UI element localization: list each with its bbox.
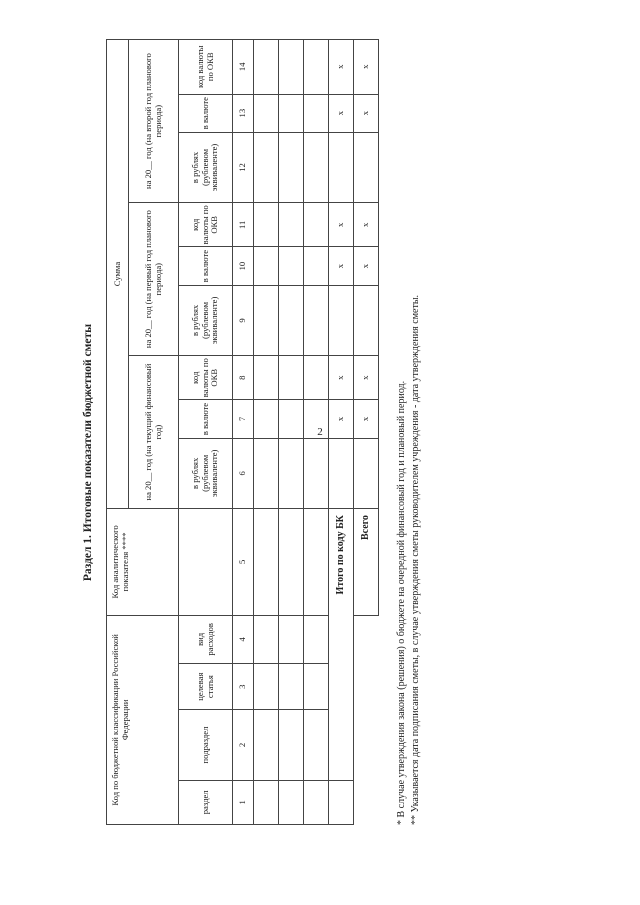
cross-mark: x (329, 400, 354, 438)
cross-mark: x (354, 203, 379, 247)
cross-mark: x (354, 247, 379, 285)
header-okv: код валюты по ОКВ (179, 40, 233, 95)
column-number: 11 (233, 203, 254, 247)
header-summa: Сумма (107, 40, 129, 509)
column-number: 13 (233, 94, 254, 132)
header-celevaya-statya: целевая статья (179, 664, 233, 710)
table-row (279, 40, 304, 825)
header-razdel: раздел (179, 780, 233, 824)
cross-mark: x (354, 356, 379, 400)
page-number: 2 (317, 426, 323, 438)
header-analytic-blank (179, 509, 233, 616)
header-okv: код валюты по ОКВ (179, 203, 233, 247)
header-rub: в рублях (рублевом эквиваленте) (179, 438, 233, 508)
column-number-row (233, 40, 254, 825)
column-number: 8 (233, 356, 254, 400)
header-vid-rashodov: вид расходов (179, 615, 233, 663)
header-podrazdel: подраздел (179, 710, 233, 780)
column-number: 5 (233, 509, 254, 616)
cross-mark: x (329, 203, 354, 247)
itogo-label: Итого по коду БК (329, 509, 354, 781)
column-number: 4 (233, 615, 254, 663)
footnote-1: * В случае утверждения закона (решения) о бюджете на очередной финансовый год и плановый период. (396, 380, 407, 825)
header-year-plan-2: на 20__ год (на второй год планового периода) (129, 40, 179, 203)
header-okv: код валюты по ОКВ (179, 356, 233, 400)
header-val: в валюте (179, 400, 233, 438)
vsego-row (354, 40, 379, 825)
column-number: 10 (233, 247, 254, 285)
table-row (304, 40, 329, 825)
budget-summary-table (106, 39, 379, 825)
footnote-2: ** Указывается дата подписания сметы, в случае утверждения сметы руководителем учреждения - дата утверждения сметы. (410, 294, 421, 825)
cross-mark: x (329, 40, 354, 95)
column-number: 7 (233, 400, 254, 438)
header-rub: в рублях (рублевом эквиваленте) (179, 132, 233, 202)
header-val: в валюте (179, 94, 233, 132)
vsego-label: Всего (354, 509, 379, 616)
itogo-row (329, 40, 354, 825)
table-row (254, 40, 279, 825)
cross-mark: x (354, 94, 379, 132)
column-number: 12 (233, 132, 254, 202)
header-year-current: на 20__ год (на текущий финансовый год) (129, 356, 179, 509)
section-title: Раздел 1. Итоговые показатели бюджетной сметы (82, 323, 94, 582)
cross-mark: x (354, 400, 379, 438)
column-number: 2 (233, 710, 254, 780)
cross-mark: x (329, 247, 354, 285)
header-bk-code: Код по бюджетной классификации Российской Федерации (107, 615, 179, 824)
cross-mark: x (354, 40, 379, 95)
header-val: в валюте (179, 247, 233, 285)
cross-mark: x (329, 94, 354, 132)
header-rub: в рублях (рублевом эквиваленте) (179, 285, 233, 355)
column-number: 14 (233, 40, 254, 95)
column-number: 3 (233, 664, 254, 710)
column-number: 1 (233, 780, 254, 824)
header-analytic-code: Код аналитического показателя **** (107, 509, 179, 616)
column-number: 6 (233, 438, 254, 508)
header-year-plan-1: на 20__ год (на первый год планового периода) (129, 203, 179, 356)
column-number: 9 (233, 285, 254, 355)
cross-mark: x (329, 356, 354, 400)
